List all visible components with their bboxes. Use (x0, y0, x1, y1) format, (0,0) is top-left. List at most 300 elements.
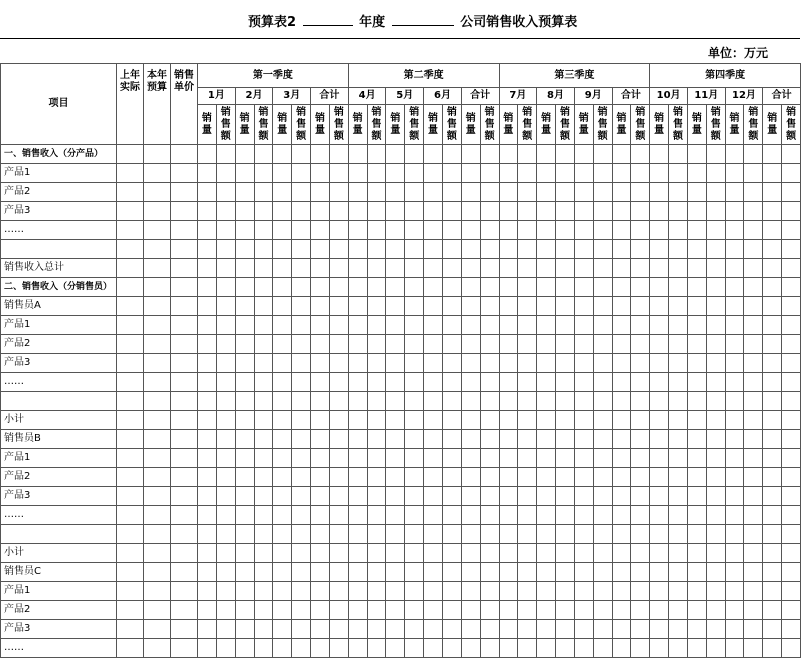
data-cell[interactable] (687, 601, 706, 620)
data-cell[interactable] (198, 297, 217, 316)
data-cell[interactable] (273, 221, 292, 240)
data-cell[interactable] (216, 297, 235, 316)
data-cell[interactable] (117, 278, 144, 297)
data-cell[interactable] (235, 164, 254, 183)
data-cell[interactable] (782, 202, 801, 221)
data-cell[interactable] (631, 449, 650, 468)
data-cell[interactable] (480, 183, 499, 202)
data-cell[interactable] (405, 563, 424, 582)
data-cell[interactable] (117, 487, 144, 506)
data-cell[interactable] (725, 202, 744, 221)
data-cell[interactable] (144, 316, 171, 335)
data-cell[interactable] (367, 449, 386, 468)
data-cell[interactable] (763, 240, 782, 259)
data-cell[interactable] (367, 563, 386, 582)
data-cell[interactable] (442, 164, 461, 183)
data-cell[interactable] (386, 487, 405, 506)
data-cell[interactable] (706, 544, 725, 563)
data-cell[interactable] (367, 240, 386, 259)
data-cell[interactable] (442, 183, 461, 202)
data-cell[interactable] (631, 601, 650, 620)
data-cell[interactable] (442, 639, 461, 658)
data-cell[interactable] (612, 411, 631, 430)
data-cell[interactable] (518, 392, 537, 411)
data-cell[interactable] (117, 525, 144, 544)
data-cell[interactable] (216, 221, 235, 240)
data-cell[interactable] (329, 620, 348, 639)
data-cell[interactable] (311, 202, 330, 221)
data-cell[interactable] (725, 297, 744, 316)
data-cell[interactable] (348, 335, 367, 354)
data-cell[interactable] (311, 145, 330, 164)
data-cell[interactable] (198, 145, 217, 164)
data-cell[interactable] (424, 335, 443, 354)
data-cell[interactable] (612, 240, 631, 259)
data-cell[interactable] (744, 316, 763, 335)
data-cell[interactable] (171, 601, 198, 620)
data-cell[interactable] (171, 316, 198, 335)
data-cell[interactable] (782, 221, 801, 240)
data-cell[interactable] (687, 639, 706, 658)
data-cell[interactable] (216, 278, 235, 297)
data-cell[interactable] (631, 164, 650, 183)
data-cell[interactable] (631, 221, 650, 240)
data-cell[interactable] (198, 221, 217, 240)
data-cell[interactable] (499, 316, 518, 335)
data-cell[interactable] (782, 620, 801, 639)
data-cell[interactable] (171, 506, 198, 525)
data-cell[interactable] (292, 525, 311, 544)
data-cell[interactable] (367, 335, 386, 354)
data-cell[interactable] (198, 354, 217, 373)
data-cell[interactable] (574, 544, 593, 563)
data-cell[interactable] (669, 354, 688, 373)
data-cell[interactable] (348, 525, 367, 544)
data-cell[interactable] (171, 544, 198, 563)
data-cell[interactable] (171, 145, 198, 164)
data-cell[interactable] (144, 601, 171, 620)
data-cell[interactable] (574, 335, 593, 354)
data-cell[interactable] (216, 544, 235, 563)
data-cell[interactable] (763, 183, 782, 202)
data-cell[interactable] (367, 506, 386, 525)
data-cell[interactable] (235, 316, 254, 335)
data-cell[interactable] (144, 582, 171, 601)
data-cell[interactable] (763, 411, 782, 430)
data-cell[interactable] (442, 525, 461, 544)
data-cell[interactable] (631, 430, 650, 449)
data-cell[interactable] (669, 639, 688, 658)
data-cell[interactable] (405, 468, 424, 487)
data-cell[interactable] (782, 297, 801, 316)
data-cell[interactable] (235, 620, 254, 639)
data-cell[interactable] (254, 297, 273, 316)
data-cell[interactable] (669, 221, 688, 240)
data-cell[interactable] (424, 145, 443, 164)
data-cell[interactable] (725, 240, 744, 259)
data-cell[interactable] (367, 601, 386, 620)
data-cell[interactable] (593, 221, 612, 240)
data-cell[interactable] (518, 354, 537, 373)
data-cell[interactable] (329, 278, 348, 297)
data-cell[interactable] (235, 221, 254, 240)
data-cell[interactable] (744, 620, 763, 639)
data-cell[interactable] (574, 240, 593, 259)
data-cell[interactable] (329, 202, 348, 221)
data-cell[interactable] (144, 278, 171, 297)
data-cell[interactable] (725, 506, 744, 525)
data-cell[interactable] (763, 487, 782, 506)
data-cell[interactable] (669, 335, 688, 354)
data-cell[interactable] (461, 411, 480, 430)
data-cell[interactable] (556, 487, 575, 506)
data-cell[interactable] (117, 392, 144, 411)
data-cell[interactable] (687, 240, 706, 259)
data-cell[interactable] (650, 582, 669, 601)
data-cell[interactable] (480, 335, 499, 354)
data-cell[interactable] (424, 354, 443, 373)
data-cell[interactable] (144, 639, 171, 658)
data-cell[interactable] (782, 563, 801, 582)
data-cell[interactable] (442, 373, 461, 392)
data-cell[interactable] (292, 506, 311, 525)
data-cell[interactable] (593, 240, 612, 259)
data-cell[interactable] (744, 563, 763, 582)
data-cell[interactable] (254, 411, 273, 430)
data-cell[interactable] (499, 639, 518, 658)
data-cell[interactable] (687, 620, 706, 639)
data-cell[interactable] (763, 449, 782, 468)
data-cell[interactable] (763, 639, 782, 658)
data-cell[interactable] (650, 164, 669, 183)
data-cell[interactable] (687, 221, 706, 240)
data-cell[interactable] (744, 183, 763, 202)
data-cell[interactable] (292, 354, 311, 373)
data-cell[interactable] (405, 373, 424, 392)
data-cell[interactable] (537, 259, 556, 278)
data-cell[interactable] (329, 392, 348, 411)
data-cell[interactable] (744, 392, 763, 411)
data-cell[interactable] (669, 449, 688, 468)
data-cell[interactable] (669, 183, 688, 202)
data-cell[interactable] (461, 430, 480, 449)
data-cell[interactable] (706, 449, 725, 468)
data-cell[interactable] (235, 145, 254, 164)
data-cell[interactable] (235, 449, 254, 468)
data-cell[interactable] (311, 316, 330, 335)
data-cell[interactable] (273, 164, 292, 183)
data-cell[interactable] (171, 335, 198, 354)
data-cell[interactable] (198, 164, 217, 183)
data-cell[interactable] (537, 544, 556, 563)
data-cell[interactable] (537, 373, 556, 392)
data-cell[interactable] (405, 221, 424, 240)
data-cell[interactable] (650, 563, 669, 582)
data-cell[interactable] (556, 601, 575, 620)
data-cell[interactable] (612, 335, 631, 354)
data-cell[interactable] (405, 487, 424, 506)
data-cell[interactable] (311, 259, 330, 278)
data-cell[interactable] (348, 221, 367, 240)
data-cell[interactable] (537, 525, 556, 544)
data-cell[interactable] (725, 373, 744, 392)
data-cell[interactable] (386, 164, 405, 183)
data-cell[interactable] (574, 259, 593, 278)
data-cell[interactable] (480, 582, 499, 601)
data-cell[interactable] (171, 620, 198, 639)
data-cell[interactable] (311, 639, 330, 658)
data-cell[interactable] (386, 620, 405, 639)
data-cell[interactable] (273, 411, 292, 430)
data-cell[interactable] (593, 620, 612, 639)
data-cell[interactable] (171, 449, 198, 468)
data-cell[interactable] (348, 468, 367, 487)
data-cell[interactable] (612, 430, 631, 449)
data-cell[interactable] (367, 373, 386, 392)
data-cell[interactable] (631, 620, 650, 639)
data-cell[interactable] (367, 278, 386, 297)
data-cell[interactable] (386, 297, 405, 316)
data-cell[interactable] (650, 392, 669, 411)
data-cell[interactable] (117, 316, 144, 335)
data-cell[interactable] (461, 544, 480, 563)
data-cell[interactable] (348, 164, 367, 183)
data-cell[interactable] (461, 202, 480, 221)
data-cell[interactable] (574, 183, 593, 202)
data-cell[interactable] (725, 468, 744, 487)
data-cell[interactable] (537, 335, 556, 354)
data-cell[interactable] (348, 145, 367, 164)
data-cell[interactable] (593, 430, 612, 449)
data-cell[interactable] (706, 468, 725, 487)
data-cell[interactable] (311, 487, 330, 506)
data-cell[interactable] (329, 221, 348, 240)
data-cell[interactable] (574, 563, 593, 582)
data-cell[interactable] (273, 297, 292, 316)
data-cell[interactable] (254, 335, 273, 354)
data-cell[interactable] (593, 297, 612, 316)
data-cell[interactable] (117, 202, 144, 221)
data-cell[interactable] (763, 164, 782, 183)
data-cell[interactable] (574, 525, 593, 544)
data-cell[interactable] (405, 202, 424, 221)
data-cell[interactable] (650, 487, 669, 506)
data-cell[interactable] (254, 164, 273, 183)
data-cell[interactable] (235, 335, 254, 354)
data-cell[interactable] (574, 316, 593, 335)
data-cell[interactable] (725, 316, 744, 335)
data-cell[interactable] (518, 240, 537, 259)
data-cell[interactable] (424, 221, 443, 240)
data-cell[interactable] (348, 316, 367, 335)
data-cell[interactable] (405, 297, 424, 316)
data-cell[interactable] (537, 221, 556, 240)
data-cell[interactable] (612, 525, 631, 544)
data-cell[interactable] (329, 297, 348, 316)
data-cell[interactable] (405, 335, 424, 354)
data-cell[interactable] (556, 468, 575, 487)
data-cell[interactable] (706, 601, 725, 620)
data-cell[interactable] (612, 354, 631, 373)
data-cell[interactable] (556, 316, 575, 335)
data-cell[interactable] (198, 430, 217, 449)
data-cell[interactable] (216, 620, 235, 639)
data-cell[interactable] (518, 525, 537, 544)
data-cell[interactable] (782, 316, 801, 335)
data-cell[interactable] (292, 449, 311, 468)
data-cell[interactable] (424, 259, 443, 278)
data-cell[interactable] (461, 506, 480, 525)
data-cell[interactable] (144, 468, 171, 487)
data-cell[interactable] (367, 525, 386, 544)
data-cell[interactable] (725, 183, 744, 202)
data-cell[interactable] (725, 525, 744, 544)
data-cell[interactable] (518, 297, 537, 316)
data-cell[interactable] (480, 297, 499, 316)
data-cell[interactable] (706, 506, 725, 525)
data-cell[interactable] (442, 354, 461, 373)
data-cell[interactable] (254, 525, 273, 544)
data-cell[interactable] (424, 487, 443, 506)
data-cell[interactable] (461, 221, 480, 240)
data-cell[interactable] (612, 183, 631, 202)
data-cell[interactable] (687, 468, 706, 487)
data-cell[interactable] (235, 354, 254, 373)
data-cell[interactable] (292, 582, 311, 601)
data-cell[interactable] (499, 563, 518, 582)
data-cell[interactable] (329, 506, 348, 525)
data-cell[interactable] (518, 620, 537, 639)
data-cell[interactable] (744, 449, 763, 468)
data-cell[interactable] (144, 525, 171, 544)
data-cell[interactable] (537, 582, 556, 601)
data-cell[interactable] (424, 468, 443, 487)
data-cell[interactable] (574, 449, 593, 468)
data-cell[interactable] (198, 240, 217, 259)
data-cell[interactable] (386, 278, 405, 297)
data-cell[interactable] (198, 202, 217, 221)
data-cell[interactable] (556, 164, 575, 183)
data-cell[interactable] (763, 297, 782, 316)
data-cell[interactable] (216, 145, 235, 164)
data-cell[interactable] (480, 164, 499, 183)
data-cell[interactable] (367, 202, 386, 221)
data-cell[interactable] (763, 506, 782, 525)
data-cell[interactable] (198, 563, 217, 582)
data-cell[interactable] (744, 164, 763, 183)
data-cell[interactable] (669, 316, 688, 335)
data-cell[interactable] (442, 259, 461, 278)
data-cell[interactable] (171, 221, 198, 240)
data-cell[interactable] (499, 335, 518, 354)
data-cell[interactable] (442, 411, 461, 430)
data-cell[interactable] (386, 430, 405, 449)
data-cell[interactable] (292, 240, 311, 259)
data-cell[interactable] (367, 354, 386, 373)
data-cell[interactable] (782, 506, 801, 525)
data-cell[interactable] (687, 335, 706, 354)
data-cell[interactable] (171, 354, 198, 373)
data-cell[interactable] (367, 164, 386, 183)
data-cell[interactable] (763, 373, 782, 392)
data-cell[interactable] (311, 278, 330, 297)
data-cell[interactable] (348, 392, 367, 411)
data-cell[interactable] (461, 525, 480, 544)
data-cell[interactable] (763, 620, 782, 639)
data-cell[interactable] (763, 278, 782, 297)
data-cell[interactable] (480, 430, 499, 449)
data-cell[interactable] (144, 392, 171, 411)
data-cell[interactable] (216, 506, 235, 525)
data-cell[interactable] (367, 259, 386, 278)
data-cell[interactable] (198, 544, 217, 563)
data-cell[interactable] (442, 221, 461, 240)
data-cell[interactable] (117, 145, 144, 164)
data-cell[interactable] (386, 544, 405, 563)
data-cell[interactable] (235, 278, 254, 297)
data-cell[interactable] (405, 278, 424, 297)
data-cell[interactable] (518, 449, 537, 468)
data-cell[interactable] (556, 183, 575, 202)
data-cell[interactable] (593, 202, 612, 221)
data-cell[interactable] (631, 563, 650, 582)
data-cell[interactable] (669, 164, 688, 183)
data-cell[interactable] (499, 601, 518, 620)
data-cell[interactable] (216, 240, 235, 259)
data-cell[interactable] (144, 183, 171, 202)
data-cell[interactable] (144, 373, 171, 392)
data-cell[interactable] (631, 582, 650, 601)
data-cell[interactable] (574, 639, 593, 658)
data-cell[interactable] (612, 297, 631, 316)
data-cell[interactable] (706, 392, 725, 411)
data-cell[interactable] (386, 506, 405, 525)
data-cell[interactable] (612, 164, 631, 183)
data-cell[interactable] (612, 487, 631, 506)
data-cell[interactable] (348, 278, 367, 297)
data-cell[interactable] (725, 639, 744, 658)
data-cell[interactable] (744, 297, 763, 316)
data-cell[interactable] (144, 544, 171, 563)
data-cell[interactable] (461, 316, 480, 335)
data-cell[interactable] (480, 525, 499, 544)
data-cell[interactable] (612, 468, 631, 487)
data-cell[interactable] (424, 506, 443, 525)
data-cell[interactable] (687, 164, 706, 183)
data-cell[interactable] (235, 202, 254, 221)
data-cell[interactable] (669, 430, 688, 449)
data-cell[interactable] (254, 430, 273, 449)
data-cell[interactable] (782, 335, 801, 354)
data-cell[interactable] (518, 316, 537, 335)
data-cell[interactable] (367, 468, 386, 487)
data-cell[interactable] (650, 221, 669, 240)
data-cell[interactable] (782, 354, 801, 373)
data-cell[interactable] (235, 544, 254, 563)
data-cell[interactable] (405, 430, 424, 449)
data-cell[interactable] (631, 278, 650, 297)
data-cell[interactable] (329, 601, 348, 620)
data-cell[interactable] (725, 164, 744, 183)
data-cell[interactable] (424, 316, 443, 335)
data-cell[interactable] (499, 468, 518, 487)
data-cell[interactable] (556, 354, 575, 373)
data-cell[interactable] (254, 544, 273, 563)
data-cell[interactable] (461, 468, 480, 487)
data-cell[interactable] (687, 544, 706, 563)
data-cell[interactable] (348, 430, 367, 449)
data-cell[interactable] (763, 392, 782, 411)
